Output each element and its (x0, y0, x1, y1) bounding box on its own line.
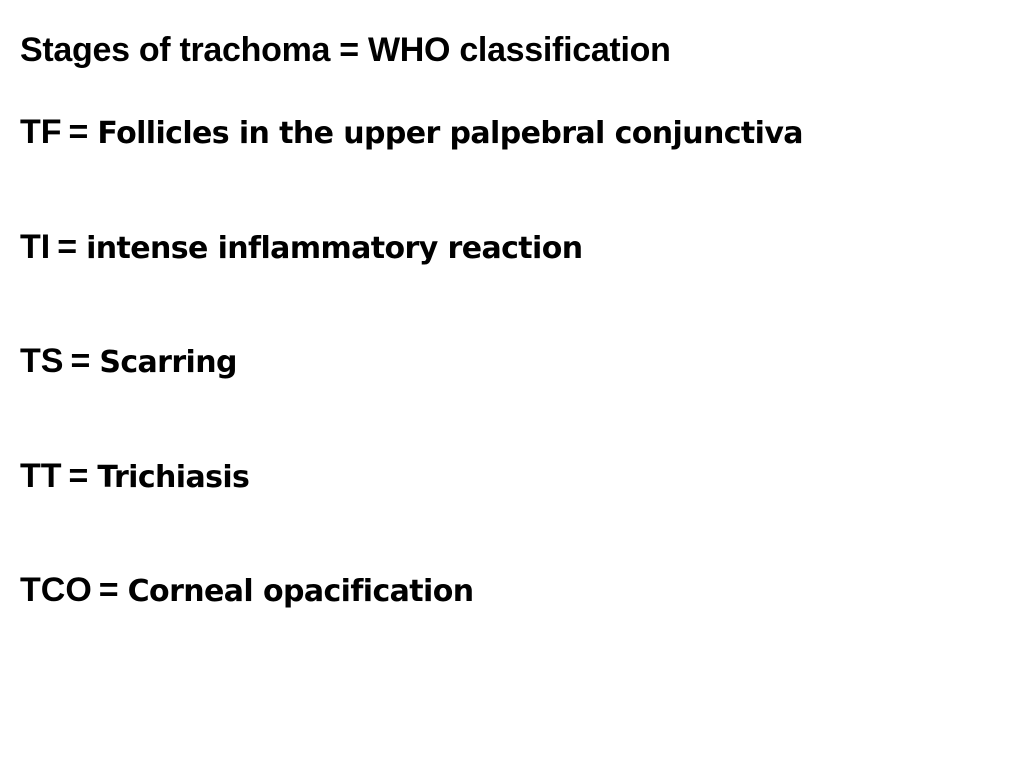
stage-item-tco (20, 568, 474, 619)
stage-code: TF (20, 113, 62, 151)
slide-title: Stages of trachoma = WHO classification (20, 31, 671, 69)
equals-sign: = (98, 571, 119, 609)
stage-code: TT (20, 457, 62, 495)
stage-item-tt (20, 454, 249, 505)
stage-code: TCO (20, 571, 92, 609)
stage-code: TI (20, 228, 51, 266)
stage-description: Corneal opacification (127, 574, 474, 609)
stage-item-tf (20, 110, 803, 161)
equals-sign: = (68, 113, 89, 151)
stage-description: intense inflammatory reaction (86, 231, 583, 266)
equals-sign: = (57, 228, 78, 266)
stage-code: TS (20, 342, 64, 380)
stage-description: Scarring (99, 345, 237, 380)
stage-description: Follicles in the upper palpebral conjunctiva (97, 116, 803, 151)
stage-description: Trichiasis (97, 460, 250, 495)
stage-item-ts (20, 339, 237, 390)
stage-item-ti (20, 225, 583, 276)
equals-sign: = (70, 342, 91, 380)
equals-sign: = (68, 457, 89, 495)
